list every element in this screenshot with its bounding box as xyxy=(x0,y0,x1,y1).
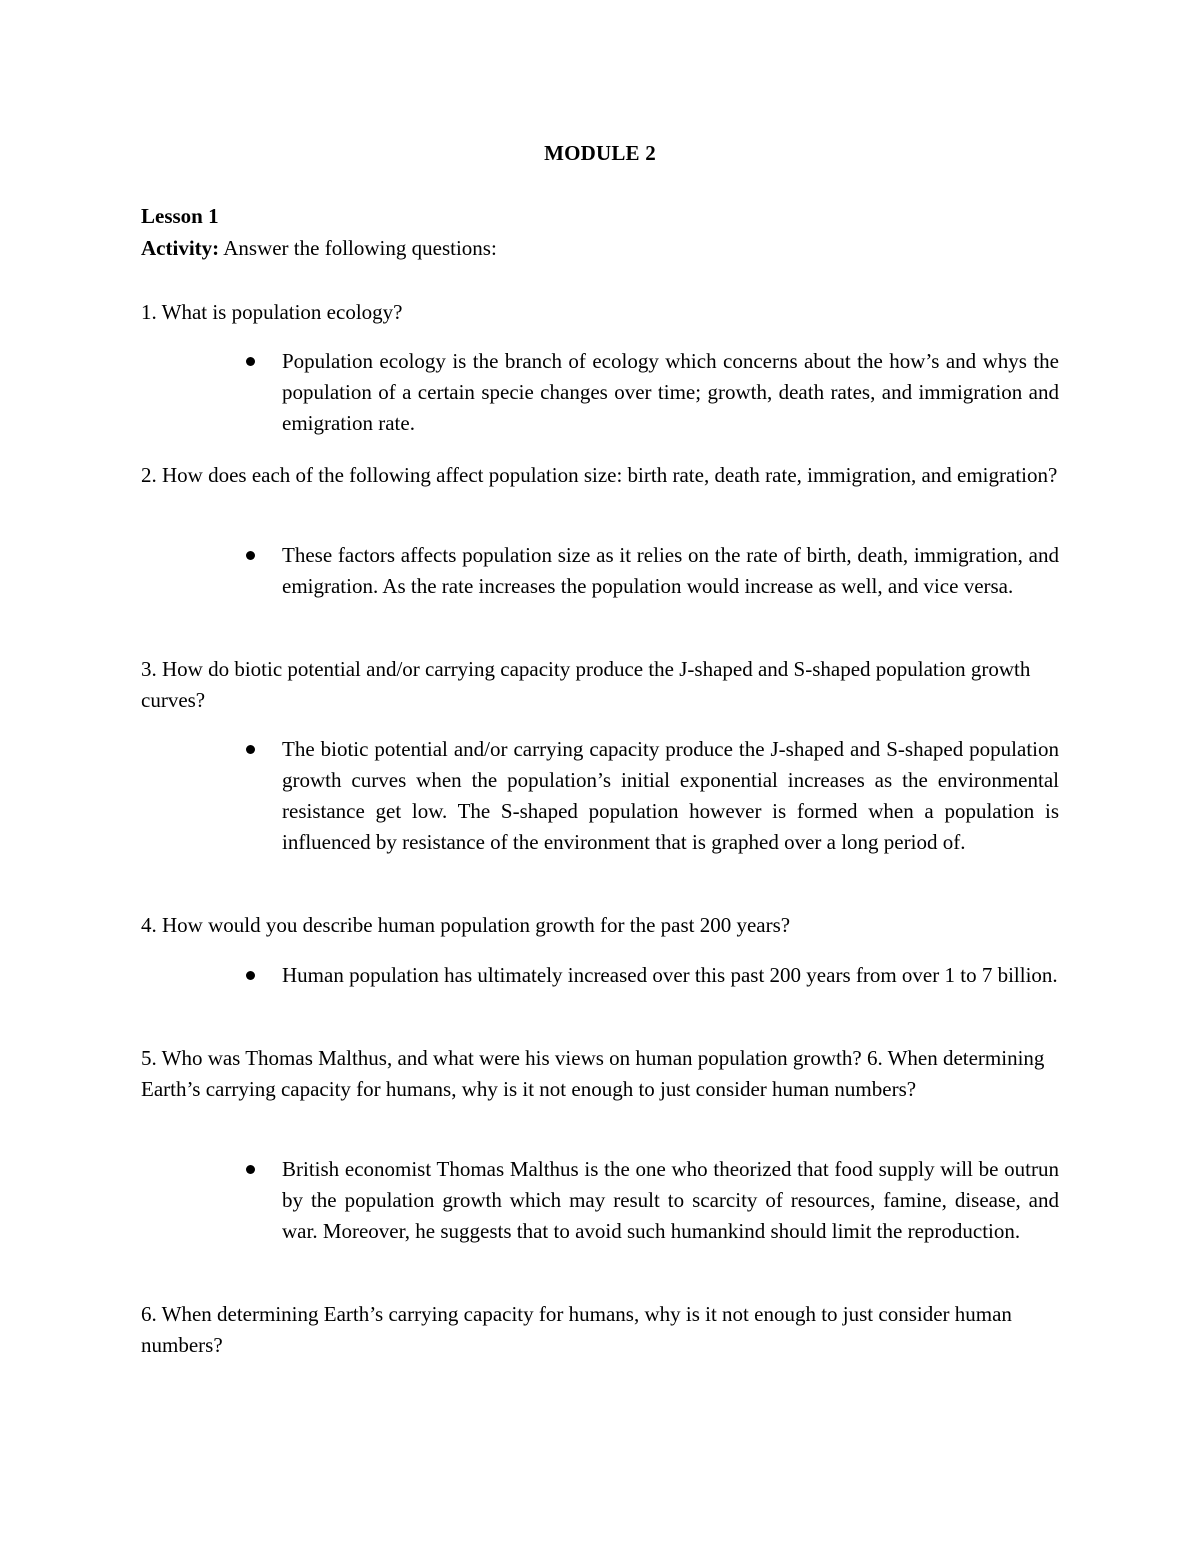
bullet-icon xyxy=(246,551,255,560)
activity-line xyxy=(141,236,497,261)
answer-4: Human population has ultimately increased over this past 200 years from over 1 to 7 billion. xyxy=(282,963,1058,987)
answer-3: The biotic potential and/or carrying capacity produce the J-shaped and S-shaped population growth curves when the population’s initial exponential increases as the environmental resistance get low. The S-shaped population however is formed when a population is influenced by resistance of the environment that is graphed over a long period of. xyxy=(282,737,1059,854)
activity-instruction: Answer the following questions: xyxy=(219,236,497,260)
answer-1: Population ecology is the branch of ecology which concerns about the how’s and whys the population of a certain specie changes over time; growth, death rates, and immigration and emigration rate. xyxy=(282,349,1059,435)
activity-label: Activity: xyxy=(141,236,220,260)
bullet-icon xyxy=(246,745,255,754)
question-4: 4. How would you describe human population growth for the past 200 years? xyxy=(141,913,791,937)
lesson-heading: Lesson 1 xyxy=(141,204,219,228)
question-6: 6. When determining Earth’s carrying capacity for humans, why is it not enough to just consider human numbers? xyxy=(141,1302,1012,1357)
question-2: 2. How does each of the following affect population size: birth rate, death rate, immigration, and emigration? xyxy=(141,463,1058,487)
question-3: 3. How do biotic potential and/or carrying capacity produce the J-shaped and S-shaped population growth curves? xyxy=(141,657,1031,712)
answer-2: These factors affects population size as it relies on the rate of birth, death, immigration, and emigration. As the rate increases the population would increase as well, and vice versa. xyxy=(282,543,1059,598)
bullet-icon xyxy=(246,357,255,366)
answer-5: British economist Thomas Malthus is the one who theorized that food supply will be outrun by the population growth which may result to scarcity of resources, famine, disease, and war. Moreover, he suggests that to avoid such humankind should limit the reproduction. xyxy=(282,1157,1059,1243)
bullet-icon xyxy=(246,1165,255,1174)
bullet-icon xyxy=(246,971,255,980)
question-1: 1. What is population ecology? xyxy=(141,300,403,324)
page-title: MODULE 2 xyxy=(544,141,656,165)
question-5: 5. Who was Thomas Malthus, and what were his views on human population growth? 6. When determining Earth’s carrying capacity for humans, why is it not enough to just consider human numbers? xyxy=(141,1046,1045,1101)
